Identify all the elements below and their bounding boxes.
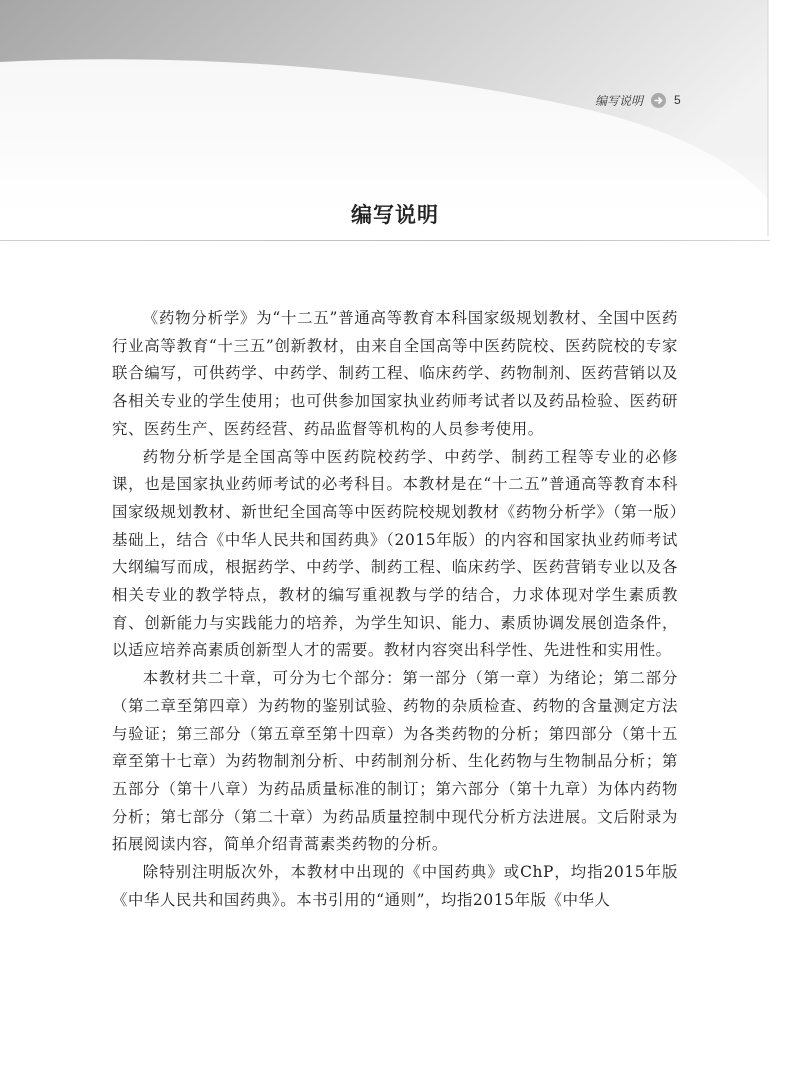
title-divider [0, 240, 770, 241]
body-text [112, 305, 678, 914]
page-number: 5 [674, 93, 681, 107]
arrow-right-circle-icon [651, 93, 666, 108]
paragraph: 除特别注明版次外，本教材中出现的《中国药典》或ChP，均指2015年版《中华人民共和国药典》。本书引用的“通则”，均指2015年版《中华人 [112, 863, 678, 909]
paragraph: 药物分析学是全国高等中医药院校药学、中药学、制药工程等专业的必修课，也是国家执业药师考试的必考科目。本教材是在“十二五”普通高等教育本科国家级规划教材、新世纪全国高等中医药院校规划教材《药物分析学》（第一版）基础上，结合《中华人民共和国药典》（2015年版）的内容和国家执业药师考试大纲编写而成，根据药学、中药学、制药工程、临床药学、医药营销专业以及各相关专业的教学特点，教材的编写重视教与学的结合，力求体现对学生素质教育、创新能力与实践能力的培养，为学生知识、能力、素质协调发展创造条件，以适应培养高素质创新型人才的需要。教材内容突出科学性、先进性和实用性。 [112, 447, 678, 660]
running-head-title: 编写说明 [595, 93, 644, 108]
chapter-title: 编写说明 [351, 203, 439, 227]
paragraph: 本教材共二十章，可分为七个部分：第一部分（第一章）为绪论；第二部分（第二章至第四章）为药物的鉴别试验、药物的杂质检查、药物的含量测定方法与验证；第三部分（第五章至第十四章）为各类药物的分析；第四部分（第十五章至第十七章）为药物制剂分析、中药制剂分析、生化药物与生物制品分析；第五部分（第十八章）为药品质量标准的制订；第六部分（第十九章）为体内药物分析；第七部分（第二十章）为药品质量控制中现代分析方法进展。文后附录为拓展阅读内容，简单介绍青蒿素类药物的分析。 [112, 669, 678, 854]
running-head [595, 91, 681, 109]
paragraph: 《药物分析学》为“十二五”普通高等教育本科国家级规划教材、全国中医药行业高等教育“十三五”创新教材，由来自全国高等中医药院校、医药院校的专家联合编写，可供药学、中药学、制药工程、临床药学、药物制剂、医药营销以及各相关专业的学生使用；也可供参加国家执业药师考试者以及药品检验、医药研究、医药生产、医药经营、药品监督等机构的人员参考使用。 [112, 309, 678, 438]
